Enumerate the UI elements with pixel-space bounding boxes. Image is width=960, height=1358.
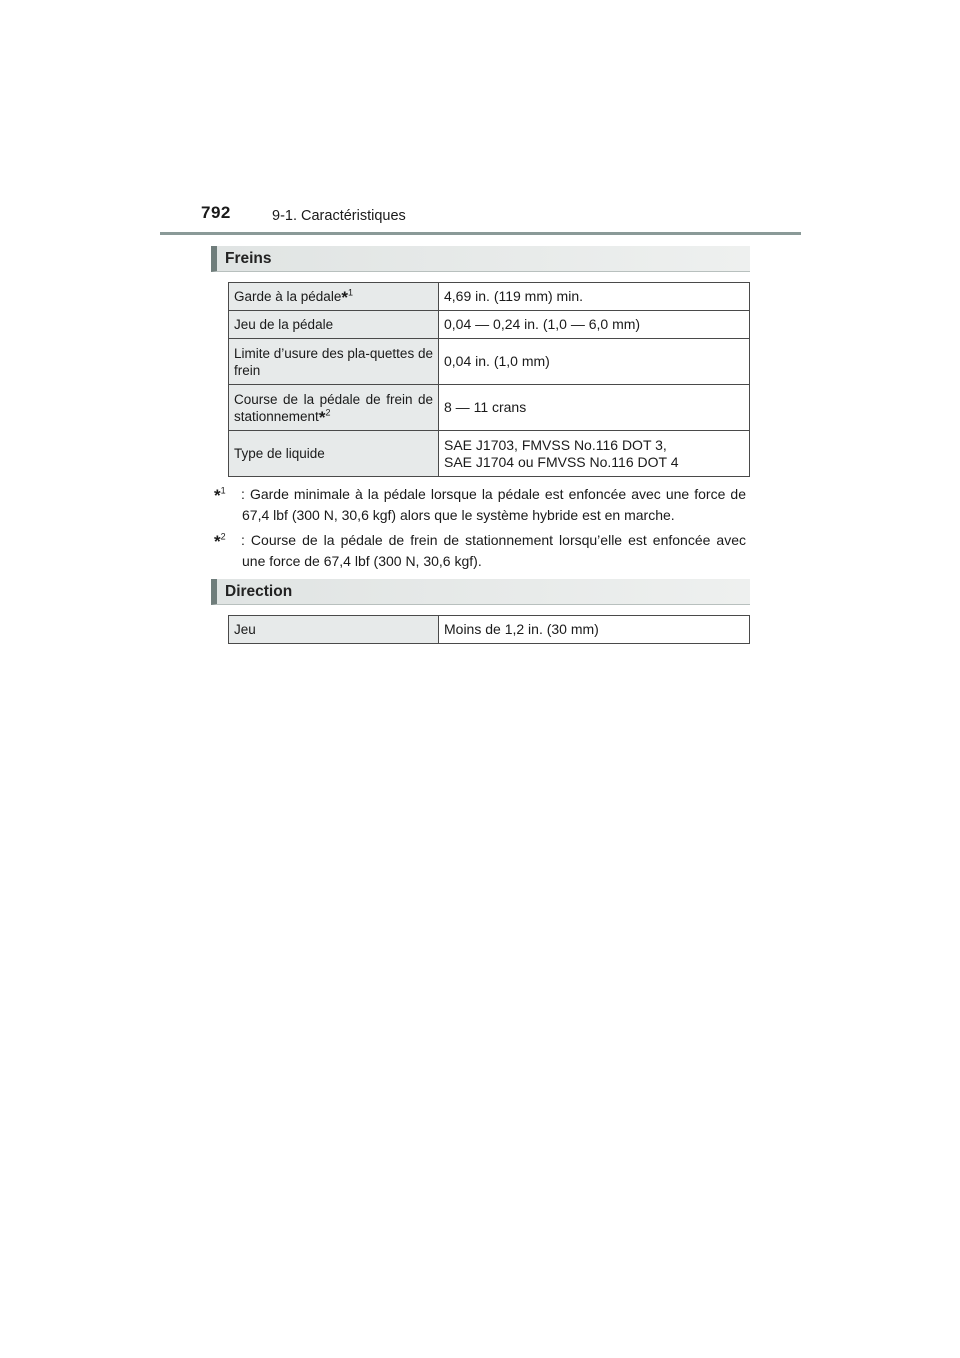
table-row <box>229 311 750 339</box>
brakes-spec-table <box>228 282 750 477</box>
spec-value: Moins de 1,2 in. (30 mm) <box>439 616 750 644</box>
spec-label: Limite d’usure des pla-quettes de frein <box>229 339 439 385</box>
section-heading-text: Direction <box>225 583 293 600</box>
footnote-marker: *$^2$ <box>214 531 226 551</box>
section-heading-steering <box>211 579 750 605</box>
spec-value: 0,04 in. (1,0 mm) <box>439 339 750 385</box>
chapter-title: 9-1. Caractéristiques <box>272 208 406 224</box>
footnote-star: * <box>318 407 326 427</box>
footnote-ref: 2 <box>325 407 331 417</box>
spec-value: SAE J1703, FMVSS No.116 DOT 3, SAE J1704 ou FMVSS No.116 DOT 4 <box>439 431 750 477</box>
footnote-star: * <box>341 288 348 307</box>
spec-label: Jeu <box>229 616 439 644</box>
steering-spec-table <box>228 615 750 644</box>
spec-value: 8 — 11 crans <box>439 385 750 431</box>
header-rule <box>160 232 801 235</box>
footnote-ref: 1 <box>347 287 353 298</box>
footnote: *$^1$ : Garde minimale à la pédale lorsque la pédale est enfoncée avec une force de 67,4 lbf (300 N, 30,6 kgf) alors que le système hybride est en marche. <box>214 485 747 523</box>
page-number: 792 <box>201 203 231 222</box>
table-row <box>229 283 750 311</box>
spec-value: 4,69 in. (119 mm) min. <box>439 283 750 311</box>
table-row <box>229 616 750 644</box>
section-heading-brakes <box>211 246 750 272</box>
footnote-marker: *$^1$ <box>214 485 226 505</box>
table-row <box>229 339 750 385</box>
section-heading-text: Freins <box>225 250 272 267</box>
spec-label: Jeu de la pédale <box>229 311 439 339</box>
spec-value: 0,04 — 0,24 in. (1,0 — 6,0 mm) <box>439 311 750 339</box>
spec-label: Garde à la pédale*$^1$ <box>229 283 439 311</box>
spec-label: Type de liquide <box>229 431 439 477</box>
table-row <box>229 431 750 477</box>
table-row <box>229 385 750 431</box>
spec-label: Course de la pédale de frein de stationnement*$^2$ <box>229 385 439 431</box>
footnote: *$^2$ : Course de la pédale de frein de stationnement lorsqu’elle est enfoncée avec une force de 67,4 lbf (300 N, 30,6 kgf). <box>214 531 747 569</box>
